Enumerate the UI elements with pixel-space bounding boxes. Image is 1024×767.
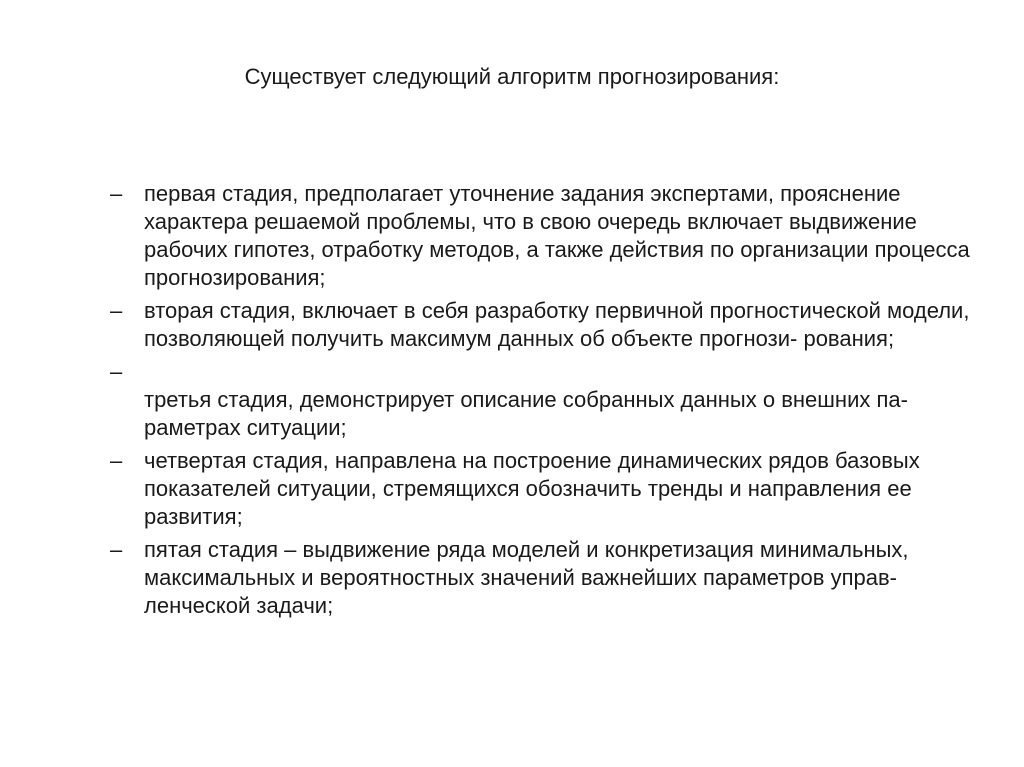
list-item-text: первая стадия, предполагает уточнение задания экспертами, прояснение характера решаемой проблемы, что в свою очередь включает выдвижение рабочих гипотез, отработку методов, а также действия по организации процесса прогнозирования;: [144, 181, 970, 290]
list-item: [108, 297, 988, 353]
bullet-dash: –: [110, 359, 123, 384]
bullet-dash: –: [110, 537, 123, 562]
bullet-dash: –: [110, 181, 123, 206]
list-item-text: вторая стадия, включает в себя разработку первичной прогностической модели, позволяющей получить максимум данных об объекте прогнози- рования;: [144, 298, 970, 351]
list-item-text: пятая стадия – выдвижение ряда моделей и конкретизация минимальных, максимальных и вероятностных значений важнейших параметров управ- ленческой задачи;: [144, 537, 909, 618]
list-item: [108, 536, 988, 620]
bullet-dash: –: [110, 448, 123, 473]
list-item: [108, 358, 988, 442]
list-item-text: четвертая стадия, направлена на построение динамических рядов базовых показателей ситуации, стремящихся обозначить тренды и направления ее развития;: [144, 448, 920, 529]
list-item-text: третья стадия, демонстрирует описание собранных данных о внешних па- раметрах ситуации;: [144, 387, 908, 440]
bullet-dash: –: [110, 298, 123, 323]
list-item: [108, 180, 988, 292]
slide-title: Существует следующий алгоритм прогнозирования:: [244, 64, 780, 89]
bullet-list: [108, 180, 988, 625]
list-item: [108, 447, 988, 531]
